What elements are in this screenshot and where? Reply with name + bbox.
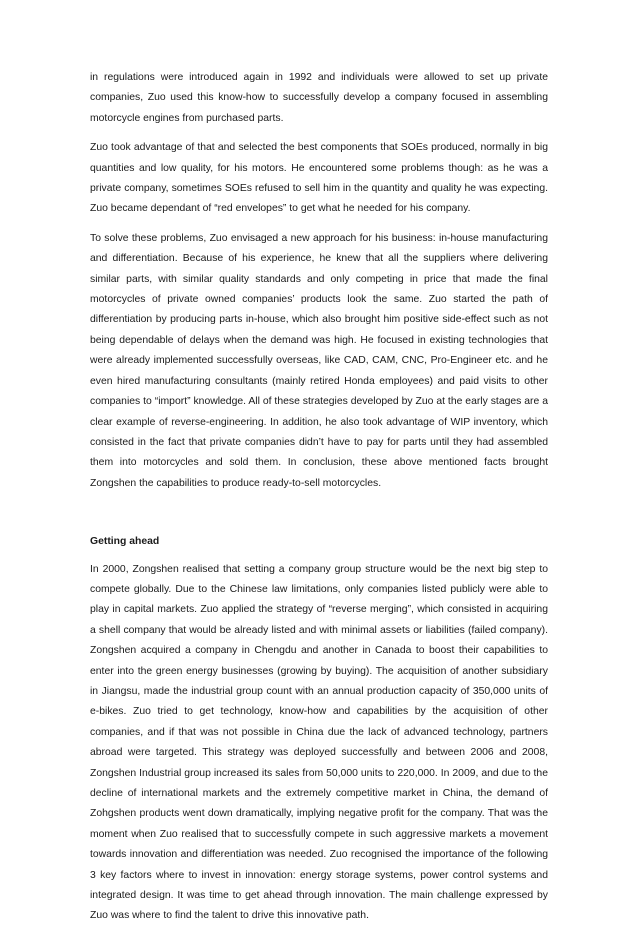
paragraph-components: Zuo took advantage of that and selected the best components that SOEs produced, normally in big quantities and low quality, for his motors. He encountered some problems though: as he was a private company, sometimes SOEs refused to sell him in the quantity and quality he was expecting. Zuo became dependant of “red envelopes” to get what he needed for his company. [90,142,548,215]
section-heading: Getting ahead [90,536,160,548]
paragraph-differentiation: To solve these problems, Zuo envisaged a new approach for his business: in-house manufacturing and differentiation. Because of his experience, he knew that all the suppliers where delivering similar parts, with similar quality standards and only competing in price that made the final motorcycles of private owned companies’ products look the same. Zuo started the path of differentiation by producing parts in-house, which also brought him positive side-effect such as not being dependable of delays when the demand was high. He focused in existing technologies that were already implemented successfully overseas, like CAD, CAM, CNC, Pro-Engineer etc. and he even hired manufacturing consultants (mainly retired Honda employees) and paid visits to other companies to “import” knowledge. All of these strategies developed by Zuo at the early stages are a clear example of reverse-engineering. In addition, he also took advantage of WIP inventory, which consisted in the fact that private companies didn’t have to pay for parts until they had assembled them into motorcycles and sold them. In conclusion, these above mentioned facts brought Zongshen the capabilities to produce ready-to-sell motorcycles. [90,232,548,489]
paragraph-regulations: in regulations were introduced again in 1992 and individuals were allowed to set up private companies, Zuo used this know-how to successfully develop a company focused in assembling motorcycle engines from purchased parts. [90,72,548,124]
document-page [90,68,548,936]
section-spacer [90,503,548,532]
paragraph-getting-ahead: In 2000, Zongshen realised that setting a company group structure would be the next big step to compete globally. Due to the Chinese law limitations, only companies listed publicly were able to play in capital markets. Zuo applied the strategy of “reverse merging”, which consisted in acquiring a shell company that would be already listed and with minimal assets or liabilities (failed company). Zongshen acquired a company in Chengdu and another in Canada to boost their capabilities to enter into the green energy businesses (growing by buying). The acquisition of another subsidiary in Jiangsu, made the industrial group count with an annual production capacity of 350,000 units of e-bikes. Zuo tried to get technology, know-how and capabilities by the acquisition of other companies, and if that was not possible in China due the lack of advanced technology, partners abroad were targeted. This strategy was deployed successfully and between 2006 and 2008, Zongshen Industrial group increased its sales from 50,000 units to 220,000. In 2009, and due to the decline of international markets and the extremely competitive market in China, the demand of Zohgshen products went down dramatically, implying negative profit for the company. That was the moment when Zuo realised that to successfully compete in such aggressive markets a movement towards innovation and differentiation was needed. Zuo recognised the importance of the following 3 key factors where to invest in innovation: energy storage systems, power control systems and integrated design. It was time to get ahead through innovation. The main challenge expressed by Zuo was where to find the talent to drive this innovative path. [90,563,548,922]
